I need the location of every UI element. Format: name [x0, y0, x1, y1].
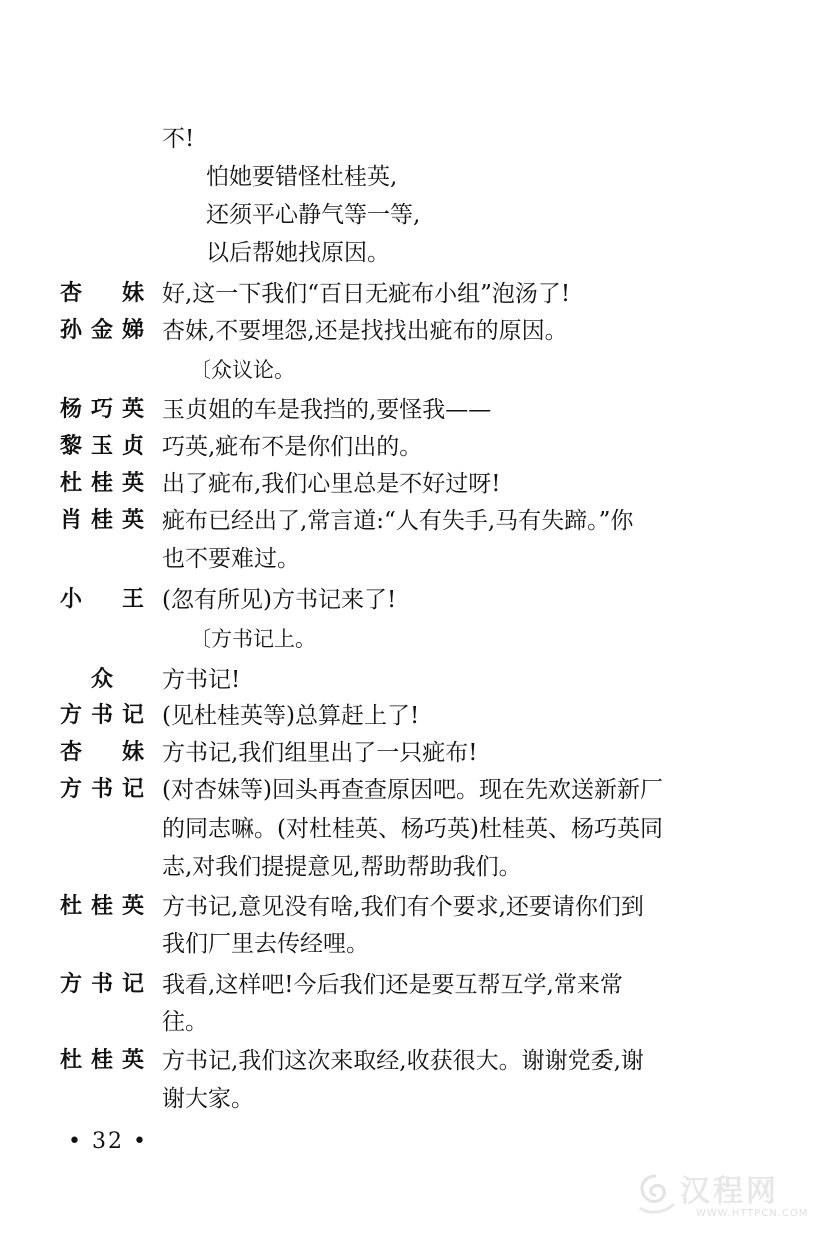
script-line	[0, 696, 822, 736]
speaker-name: 杜桂英	[60, 894, 144, 919]
line-text: (见杜桂英等)总算赶上了!	[162, 703, 420, 729]
line-text: 我们厂里去传经哩。	[162, 931, 369, 957]
script-line	[0, 539, 822, 579]
line-text: 疵布已经出了,常言道:“人有失手,马有失蹄。”你	[162, 508, 634, 534]
watermark-url: WWW.HTTPCN.COM	[696, 1208, 809, 1219]
line-text: 玉贞姐的车是我挡的,要怪我——	[162, 397, 492, 423]
line-text: 巧英,疵布不是你们出的。	[162, 434, 423, 460]
script-line	[0, 195, 822, 235]
line-text: 我看,这样吧!今后我们还是要互帮互学,常来常	[162, 972, 623, 998]
line-text: 的同志嘛。(对杜桂英、杨巧英)杜桂英、杨巧英同	[162, 816, 663, 842]
script-line	[0, 809, 822, 849]
line-text: 怕她要错怪杜桂英,	[206, 164, 398, 190]
watermark-logo	[632, 1164, 809, 1234]
line-text: 不!	[162, 126, 195, 152]
script-line	[0, 427, 822, 467]
stage-direction	[0, 619, 822, 659]
speaker-name: 杏 妹	[60, 281, 144, 306]
script-line	[0, 157, 822, 197]
script-line	[0, 119, 822, 159]
line-text: 杏妹,不要埋怨,还是找找出疵布的原因。	[162, 318, 568, 344]
speaker-name: 孙金娣	[60, 318, 144, 343]
speaker-name: 方书记	[60, 703, 144, 728]
script-line	[0, 924, 822, 964]
line-text: 往。	[162, 1009, 208, 1035]
speaker-name: 方书记	[60, 777, 144, 802]
speaker-name: 杨巧英	[60, 397, 144, 422]
line-text: 以后帮她找原因。	[206, 240, 390, 266]
script-line	[0, 580, 822, 620]
script-line	[0, 311, 822, 351]
script-line	[0, 770, 822, 810]
script-line	[0, 501, 822, 541]
line-text: (对杏妹等)回头再查查原因吧。现在先欢送新新厂	[162, 777, 663, 803]
line-text: 〔众议论。	[190, 358, 295, 382]
speaker-name: 小 王	[60, 587, 144, 612]
script-line	[0, 887, 822, 927]
line-text: 方书记,我们这次来取经,收获很大。谢谢党委,谢	[162, 1048, 644, 1074]
speaker-name: 杏 妹	[60, 740, 144, 765]
line-text: 志,对我们提提意见,帮助帮助我们。	[162, 854, 522, 880]
stage-direction	[0, 350, 822, 390]
script-line	[0, 464, 822, 504]
script-line	[0, 660, 822, 700]
watermark-text: 汉程网	[680, 1174, 779, 1209]
swirl-icon	[632, 1170, 680, 1218]
line-text: 出了疵布,我们心里总是不好过呀!	[162, 471, 501, 497]
line-text: (忽有所见)方书记来了!	[162, 587, 397, 613]
script-line	[0, 274, 822, 314]
line-text: 方书记!	[162, 667, 241, 693]
speaker-name: 肖桂英	[60, 508, 144, 533]
script-line	[0, 847, 822, 887]
script-line	[0, 1041, 822, 1081]
script-line	[0, 733, 822, 773]
speaker-name: 杜桂英	[60, 471, 144, 496]
line-text: 谢大家。	[162, 1086, 254, 1112]
script-line	[0, 390, 822, 430]
speaker-name: 杜桂英	[60, 1048, 144, 1073]
line-text: 也不要难过。	[162, 546, 300, 572]
page-number: • 32 •	[68, 1129, 148, 1154]
speaker-name: 众	[90, 667, 113, 692]
line-text: 〔方书记上。	[190, 627, 316, 651]
script-line	[0, 233, 822, 273]
speaker-name: 方书记	[60, 972, 144, 997]
script-line	[0, 965, 822, 1005]
line-text: 方书记,意见没有啥,我们有个要求,还要请你们到	[162, 894, 644, 920]
script-line	[0, 1079, 822, 1119]
line-text: 好,这一下我们“百日无疵布小组”泡汤了!	[162, 281, 571, 307]
speaker-name: 黎玉贞	[60, 434, 144, 459]
line-text: 方书记,我们组里出了一只疵布!	[162, 740, 478, 766]
line-text: 还须平心静气等一等,	[206, 202, 421, 228]
script-line	[0, 1002, 822, 1042]
